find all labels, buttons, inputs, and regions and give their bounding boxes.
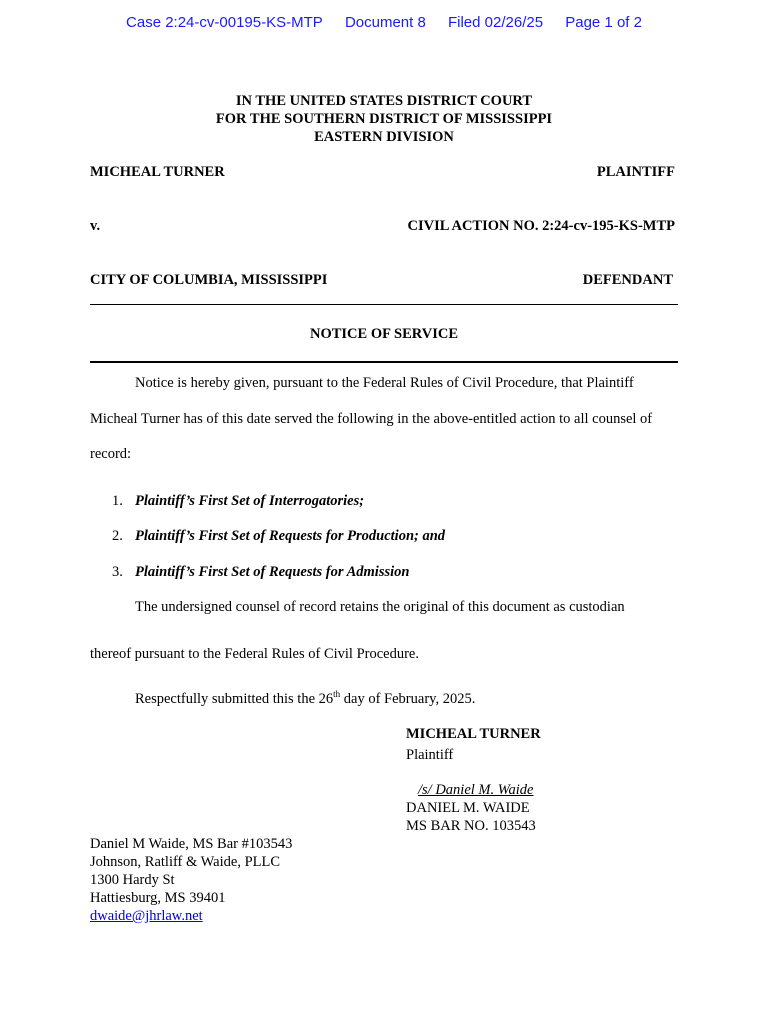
attorney-line-1: Daniel M Waide, MS Bar #103543 — [90, 836, 293, 852]
submitted-superscript: th — [333, 689, 341, 700]
court-line-1: IN THE UNITED STATES DISTRICT COURT — [235, 93, 533, 109]
document-number: Document 8 — [344, 14, 426, 31]
list-item-admission: Plaintiff’s First Set of Requests for Admission — [135, 564, 410, 580]
para1-line2: Micheal Turner has of this date served the following in the above-entitled action to all counsel of — [90, 411, 653, 427]
attorney-line-3: 1300 Hardy St — [90, 872, 175, 888]
list-item-number: 3. — [112, 564, 123, 580]
court-line-3: EASTERN DIVISION — [314, 129, 454, 145]
attorney-email-link[interactable]: dwaide@jhrlaw.net — [90, 908, 203, 924]
defendant-label: DEFENDANT — [582, 272, 673, 288]
attorney-line-4: Hattiesburg, MS 39401 — [90, 890, 226, 906]
page-indicator: Page 1 of 2 — [565, 14, 642, 31]
defendant-name: CITY OF COLUMBIA, MISSISSIPPI — [90, 272, 328, 288]
caption-divider — [90, 304, 678, 305]
court-line-2: FOR THE SOUTHERN DISTRICT OF MISSISSIPPI — [215, 111, 553, 127]
ecf-header — [0, 14, 768, 31]
list-item-number: 2. — [112, 528, 123, 544]
civil-action-number: CIVIL ACTION NO. 2:24-cv-195-KS-MTP — [407, 218, 675, 234]
para1-line1: Notice is hereby given, pursuant to the Federal Rules of Civil Procedure, that Plaintiff — [135, 375, 634, 391]
esig-text: /s/ Daniel M. Waide — [418, 782, 534, 798]
signature-bar: MS BAR NO. 103543 — [406, 818, 536, 834]
signature-role: Plaintiff — [406, 747, 454, 763]
electronic-signature — [406, 782, 533, 799]
versus: v. — [90, 218, 101, 234]
signature-name: DANIEL M. WAIDE — [406, 800, 530, 816]
document-title: NOTICE OF SERVICE — [309, 326, 458, 342]
para2-line1: The undersigned counsel of record retains the original of this document as custodian — [135, 599, 625, 615]
para2-line2: thereof pursuant to the Federal Rules of Civil Procedure. — [90, 646, 419, 662]
attorney-line-2: Johnson, Ratliff & Waide, PLLC — [90, 854, 281, 870]
list-item-number: 1. — [112, 493, 123, 509]
submitted-line — [135, 691, 475, 708]
case-number: Case 2:24-cv-00195-KS-MTP — [126, 14, 323, 31]
para1-line3: record: — [90, 446, 132, 462]
plaintiff-label: PLAINTIFF — [596, 164, 675, 180]
submitted-post: day of February, 2025. — [340, 691, 476, 707]
title-divider — [90, 361, 678, 363]
list-item-interrogatories: Plaintiff’s First Set of Interrogatories; — [135, 493, 365, 509]
signature-party: MICHEAL TURNER — [406, 726, 541, 742]
submitted-pre: Respectfully submitted this the 26 — [135, 691, 334, 707]
list-item-production: Plaintiff’s First Set of Requests for Production; and — [135, 528, 446, 544]
filed-date: Filed 02/26/25 — [447, 14, 544, 31]
plaintiff-name: MICHEAL TURNER — [90, 164, 225, 180]
